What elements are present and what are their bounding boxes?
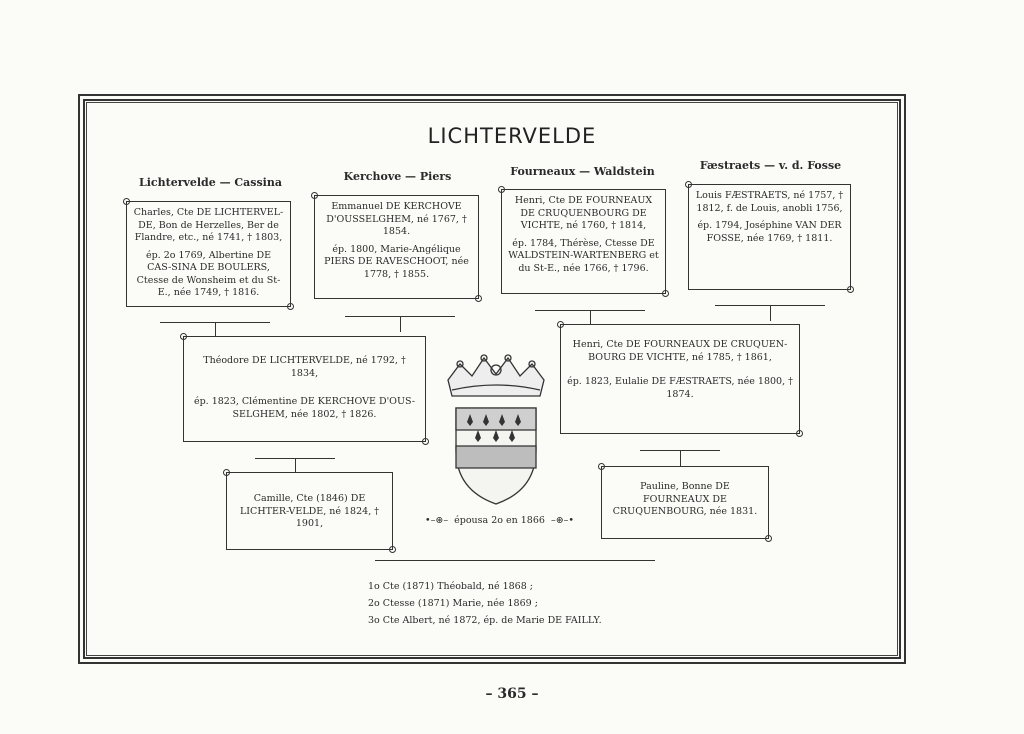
box-line: ép. 1800, Marie-Angélique PIERS DE RAVESCHOOT, née 1778, † 1855.	[324, 243, 469, 280]
box-line: ép. 1823, Eulalie DE FÆSTRAETS, née 1800, † 1874.	[567, 376, 793, 400]
box-henri-fourneaux	[501, 189, 666, 294]
box-line: ép. 1794, Joséphine VAN DER FOSSE, née 1769, † 1811.	[697, 220, 842, 244]
heading-faestraets-fosse: Fæstraets — v. d. Fosse	[699, 159, 842, 172]
children-list	[368, 578, 602, 629]
marriage-text: épousa 2o en 1866	[454, 515, 545, 526]
connector	[680, 450, 681, 466]
box-line: ép. 1823, Clémentine DE KERCHOVE D'OUS-SELGHEM, née 1802, † 1826.	[193, 396, 416, 420]
box-line: Emmanuel DE KERCHOVE D'OUSSELGHEM, né 1767, † 1854.	[326, 201, 467, 237]
box-emmanuel-kerchove	[314, 195, 479, 299]
box-charles-lichtervelde	[126, 201, 291, 307]
box-line: ép. 2o 1769, Albertine DE CAS-SINA DE BOULERS, Ctesse de Wonsheim et du St-E., née 1749, † 1816.	[136, 249, 281, 298]
box-henri-fourneaux-vichte	[560, 324, 800, 434]
page-number: – 365 –	[485, 686, 539, 702]
box-pauline-fourneaux	[601, 466, 769, 539]
box-line: Charles, Cte DE LICHTERVEL-DE, Bon de Herzelles, Ber de Flandre, etc., né 1741, † 1803,	[133, 207, 284, 243]
connector	[295, 458, 296, 472]
child-item: 3o Cte Albert, né 1872, ép. de Marie DE FAILLY.	[368, 615, 602, 626]
box-line: ép. 1784, Thérèse, Ctesse DE WALDSTEIN-WARTENBERG et du St-E., née 1766, † 1796.	[508, 237, 659, 274]
ornament-icon: •–⊛–	[425, 515, 455, 526]
coat-of-arms-icon	[440, 350, 552, 510]
box-line: Henri, Cte DE FOURNEAUX DE CRUQUENBOURG DE VICHTE, né 1760, † 1814,	[514, 195, 653, 231]
box-camille-lichtervelde	[226, 472, 393, 550]
box-line: Louis FÆSTRAETS, né 1757, † 1812, f. de Louis, anobli 1756,	[695, 190, 844, 214]
page-title: LICHTERVELDE	[427, 124, 597, 148]
box-theodore-lichtervelde	[183, 336, 426, 442]
marriage-link	[425, 515, 574, 526]
connector	[400, 316, 401, 332]
ornament-icon: –⊛–•	[544, 515, 575, 526]
heading-lichtervelde-cassina: Lichtervelde — Cassina	[139, 176, 282, 189]
box-line: Camille, Cte (1846) DE LICHTER-VELDE, né 1824, † 1901,	[240, 493, 379, 529]
child-item: 2o Ctesse (1871) Marie, née 1869 ;	[368, 598, 538, 609]
child-item: 1o Cte (1871) Théobald, né 1868 ;	[368, 581, 533, 592]
box-line: Théodore DE LICHTERVELDE, né 1792, † 1834,	[203, 355, 406, 379]
children-connector	[375, 560, 655, 561]
connector	[770, 305, 771, 321]
heading-kerchove-piers: Kerchove — Piers	[343, 170, 452, 183]
box-line: Pauline, Bonne DE FOURNEAUX DE CRUQUENBOURG, née 1831.	[612, 481, 758, 517]
heading-fourneaux-waldstein: Fourneaux — Waldstein	[510, 165, 655, 178]
box-line: Henri, Cte DE FOURNEAUX DE CRUQUEN-BOURG DE VICHTE, né 1785, † 1861,	[572, 339, 788, 363]
box-louis-faestraets	[688, 184, 851, 290]
